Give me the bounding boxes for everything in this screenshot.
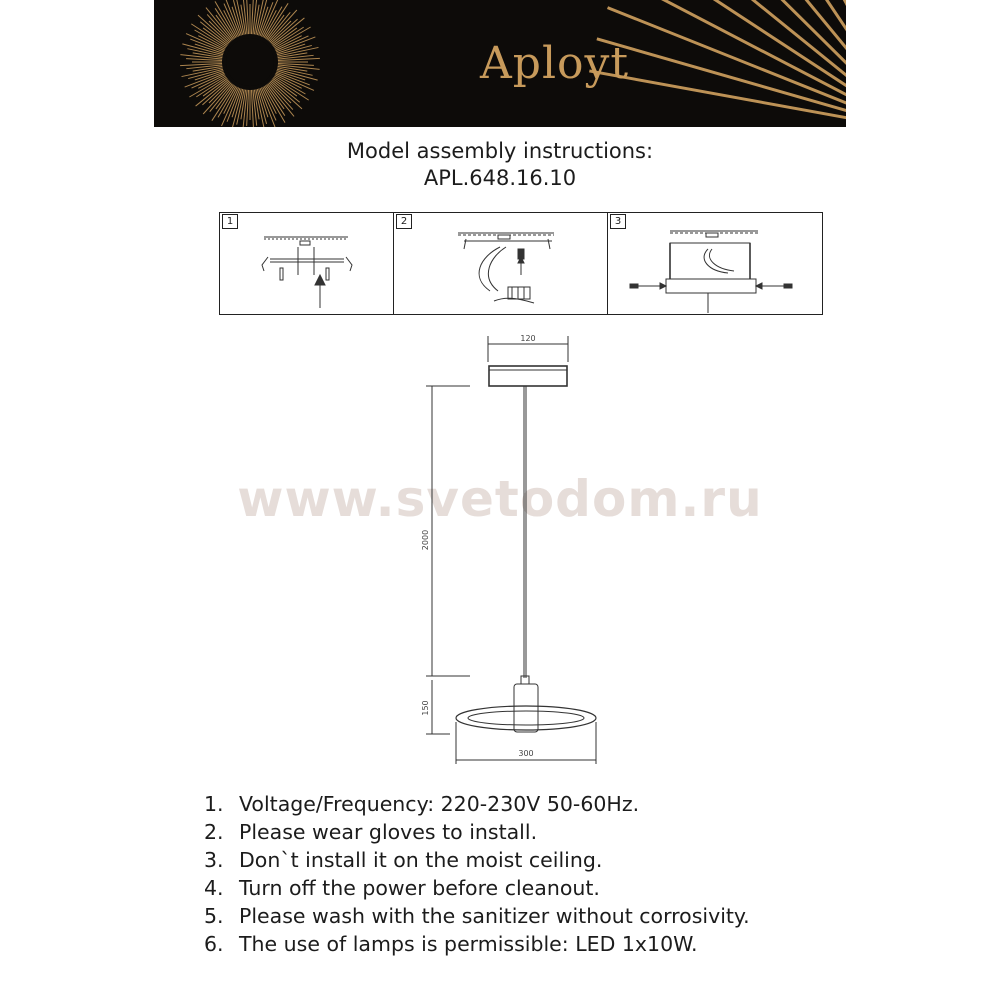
step-2-illustration [394, 213, 606, 313]
model-number: APL.648.16.10 [423, 166, 577, 190]
step-3-illustration [608, 213, 820, 313]
list-item-text: Turn off the power before cleanout. [239, 876, 600, 900]
step-panel-1 [220, 213, 394, 314]
list-item-number: 4. [204, 876, 224, 900]
list-item-number: 3. [204, 848, 224, 872]
page-title: Model assembly instructions: [346, 139, 654, 163]
list-item-number: 2. [204, 820, 224, 844]
list-item [204, 902, 750, 930]
canopy-width-label: 120 [520, 334, 536, 343]
shade-width-label: 300 [518, 749, 534, 758]
list-item [204, 818, 750, 846]
watermark: www.svetodom.ru [237, 470, 763, 528]
step-number: 2 [396, 214, 412, 229]
list-item-number: 1. [204, 792, 224, 816]
step-1-illustration [220, 213, 392, 313]
list-item-number: 5. [204, 904, 224, 928]
list-item-text: Please wear gloves to install. [239, 820, 538, 844]
step-panel-3 [608, 213, 822, 314]
step-panel-2 [394, 213, 608, 314]
list-item-text: Voltage/Frequency: 220-230V 50-60Hz. [239, 792, 640, 816]
shade-height-label: 150 [421, 700, 430, 716]
list-item-text: Don`t install it on the moist ceiling. [239, 848, 603, 872]
brand-logo: Aployt [480, 38, 630, 89]
list-item-number: 6. [204, 932, 224, 956]
list-item [204, 790, 750, 818]
assembly-steps [219, 212, 823, 315]
list-item [204, 874, 750, 902]
step-number: 1 [222, 214, 238, 229]
cable-length-label: 2000 [421, 529, 430, 551]
list-item-text: Please wash with the sanitizer without corrosivity. [239, 904, 750, 928]
list-item-text: The use of lamps is permissible: LED 1x10W. [239, 932, 698, 956]
brand-banner [154, 0, 846, 127]
lamp-dimension-drawing [400, 330, 600, 770]
list-item [204, 846, 750, 874]
list-item [204, 930, 750, 958]
step-number: 3 [610, 214, 626, 229]
instructions-list [204, 790, 750, 958]
